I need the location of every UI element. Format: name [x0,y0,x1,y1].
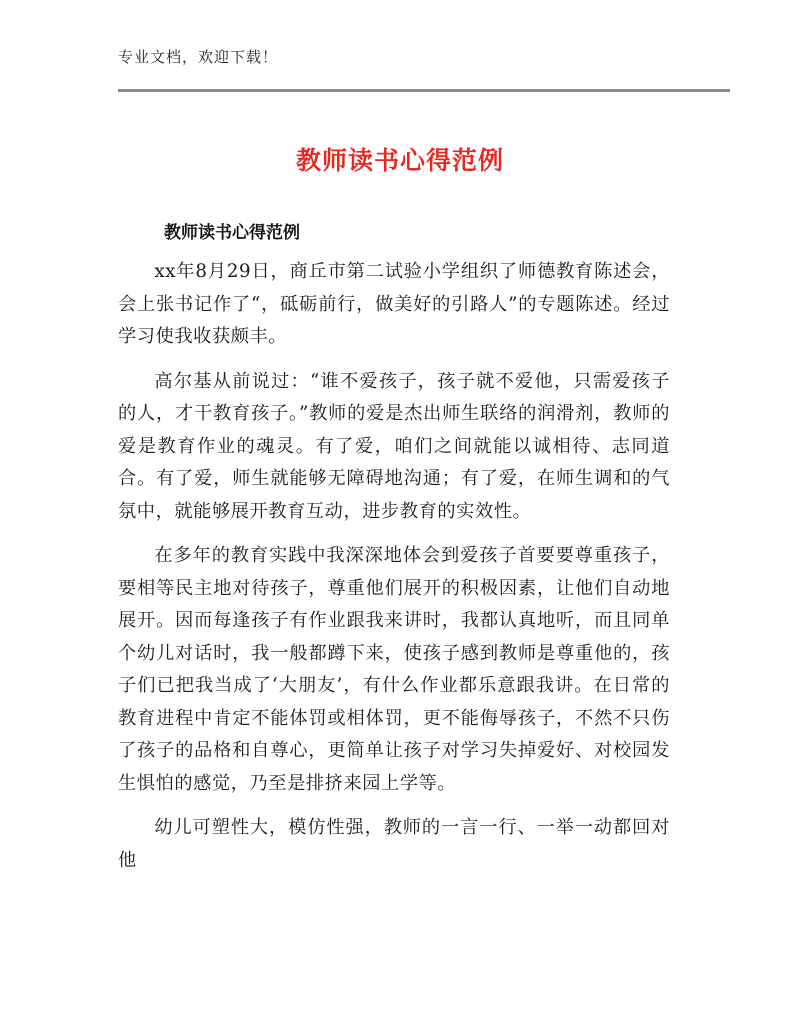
document-subtitle: 教师读书心得范例 [164,223,300,243]
paragraph-4: 幼儿可塑性大，模仿性强，教师的一言一行、一举一动都回对他 [118,817,670,871]
header-text: 专业文档，欢迎下载！ [118,48,279,66]
paragraph-2: 高尔基从前说过：“谁不爱孩子，孩子就不爱他，只需爱孩子的人，才干教育孩子。”教师的爱是杰出师生联络的润滑剂，教师的爱是教育作业的魂灵。有了爱，咱们之间就能以诚相待、志同道合。有了爱，师生就能够无障碍地沟通；有了爱，在师生调和的气氛中，就能够展开教育互动，进步教育的实效性。 [118,370,670,522]
paragraph-1: xx年8月29日，商丘市第二试验小学组织了师德教育陈述会，会上张书记作了“，砥砺前行，做美好的引路人”的专题陈述。经过学习使我收获颇丰。 [118,261,670,347]
document-title: 教师读书心得范例 [295,146,504,175]
header-divider [118,89,730,92]
document-body [118,256,670,877]
paragraph-3: 在多年的教育实践中我深深地体会到爱孩子首要要尊重孩子，要相等民主地对待孩子，尊重他们展开的积极因素，让他们自动地展开。因而每逢孩子有作业跟我来讲时，我都认真地听，而且同单个幼儿对话时，我一般都蹲下来，使孩子感到教师是尊重他的，孩子们已把我当成了‘大朋友’，有什么作业都乐意跟我讲。在日常的教育进程中肯定不能体罚或相体罚，更不能侮辱孩子，不然不只伤了孩子的品格和自尊心，更简单让孩子对学习失掉爱好、对校园发生惧怕的感觉，乃至是排挤来园上学等。 [118,545,670,794]
